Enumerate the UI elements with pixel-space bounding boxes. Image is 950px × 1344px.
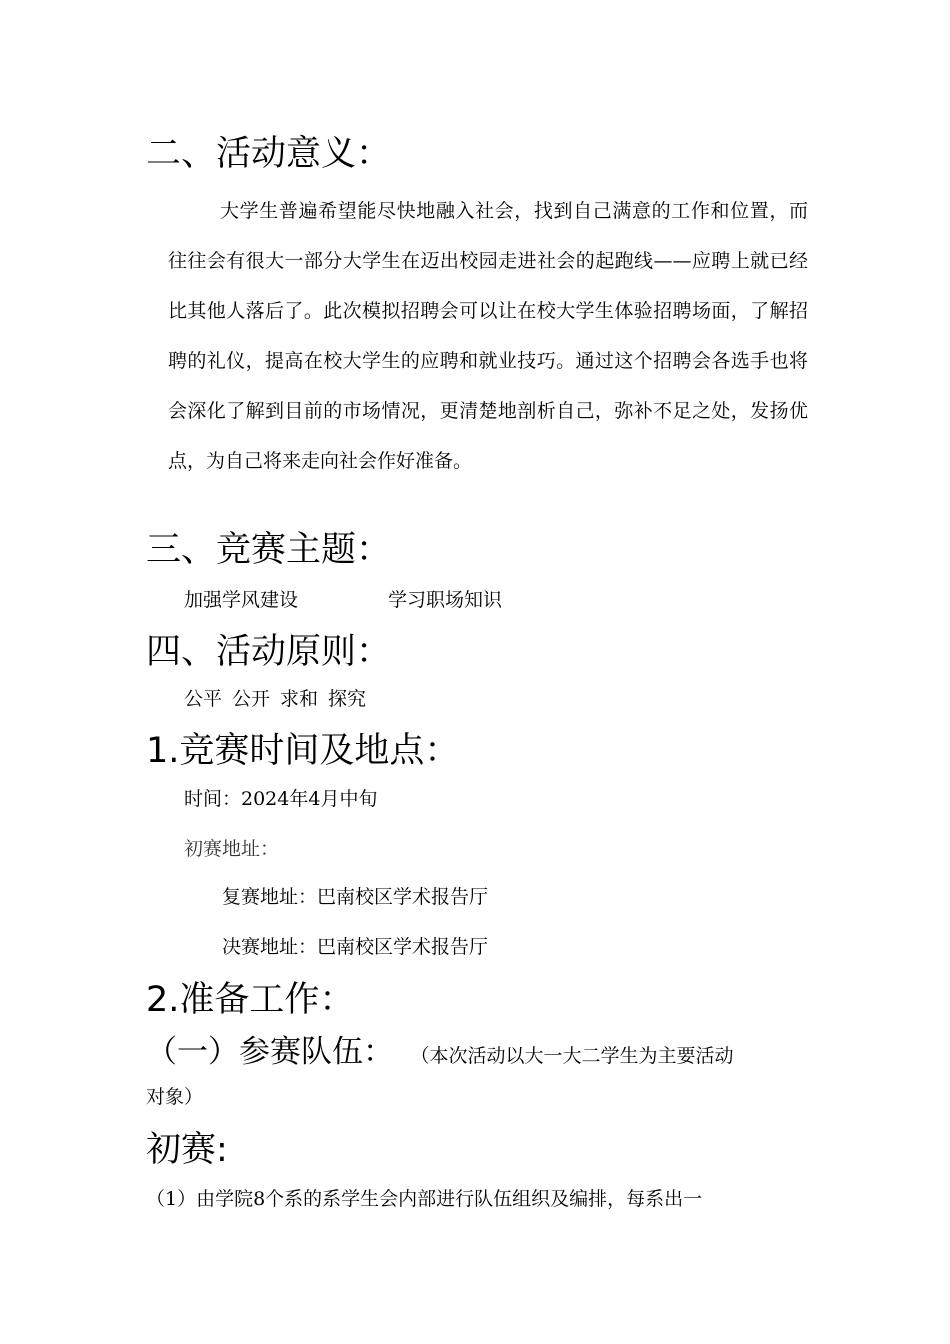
principle-item: 公开 — [232, 688, 271, 710]
activity-principles — [184, 686, 366, 712]
teams-note-continued: 对象） — [146, 1086, 204, 1108]
semifinal-venue: 复赛地址：巴南校区学术报告厅 — [222, 886, 489, 908]
heading-activity-significance: 二、活动意义： — [146, 134, 392, 174]
competition-time: 时间：2024年4月中旬 — [184, 788, 378, 810]
heading-teams: （一）参赛队伍： — [146, 1034, 394, 1070]
principle-item: 公平 — [184, 688, 223, 710]
heading-preliminary: 初赛: — [146, 1130, 228, 1170]
theme-item: 加强学风建设 — [184, 589, 299, 611]
teams-line — [146, 1032, 734, 1076]
competition-themes — [184, 587, 502, 613]
heading-time-and-venue: 1.竞赛时间及地点： — [146, 731, 460, 771]
theme-item: 学习职场知识 — [388, 589, 503, 611]
principle-item: 求和 — [280, 688, 319, 710]
heading-competition-theme: 三、竞赛主题： — [146, 530, 392, 570]
final-venue: 决赛地址：巴南校区学术报告厅 — [222, 936, 489, 958]
prelim-venue: 初赛地址： — [184, 838, 280, 860]
paragraph-activity-significance: 大学生普遍希望能尽快地融入社会，找到自己满意的工作和位置，而往往会有很大一部分大学生在迈出校园走进社会的起跑线——应聘上就已经比其他人落后了。此次模拟招聘会可以让在校大学生体验招聘场面，了解招聘的礼仪，提高在校大学生的应聘和就业技巧。通过这个招聘会各选手也将会深化了解到目前的市场情况，更清楚地剖析自己，弥补不足之处，发扬优点，为自己将来走向社会作好准备。 — [168, 200, 808, 472]
heading-preparation: 2.准备工作： — [146, 980, 355, 1020]
prelim-item-1: （1）由学院8个系的系学生会内部进行队伍组织及编排，每系出一 — [146, 1188, 703, 1210]
heading-activity-principles: 四、活动原则： — [146, 632, 392, 672]
teams-note: （本次活动以大一大二学生为主要活动 — [420, 1045, 734, 1067]
principle-item: 探究 — [328, 688, 367, 710]
